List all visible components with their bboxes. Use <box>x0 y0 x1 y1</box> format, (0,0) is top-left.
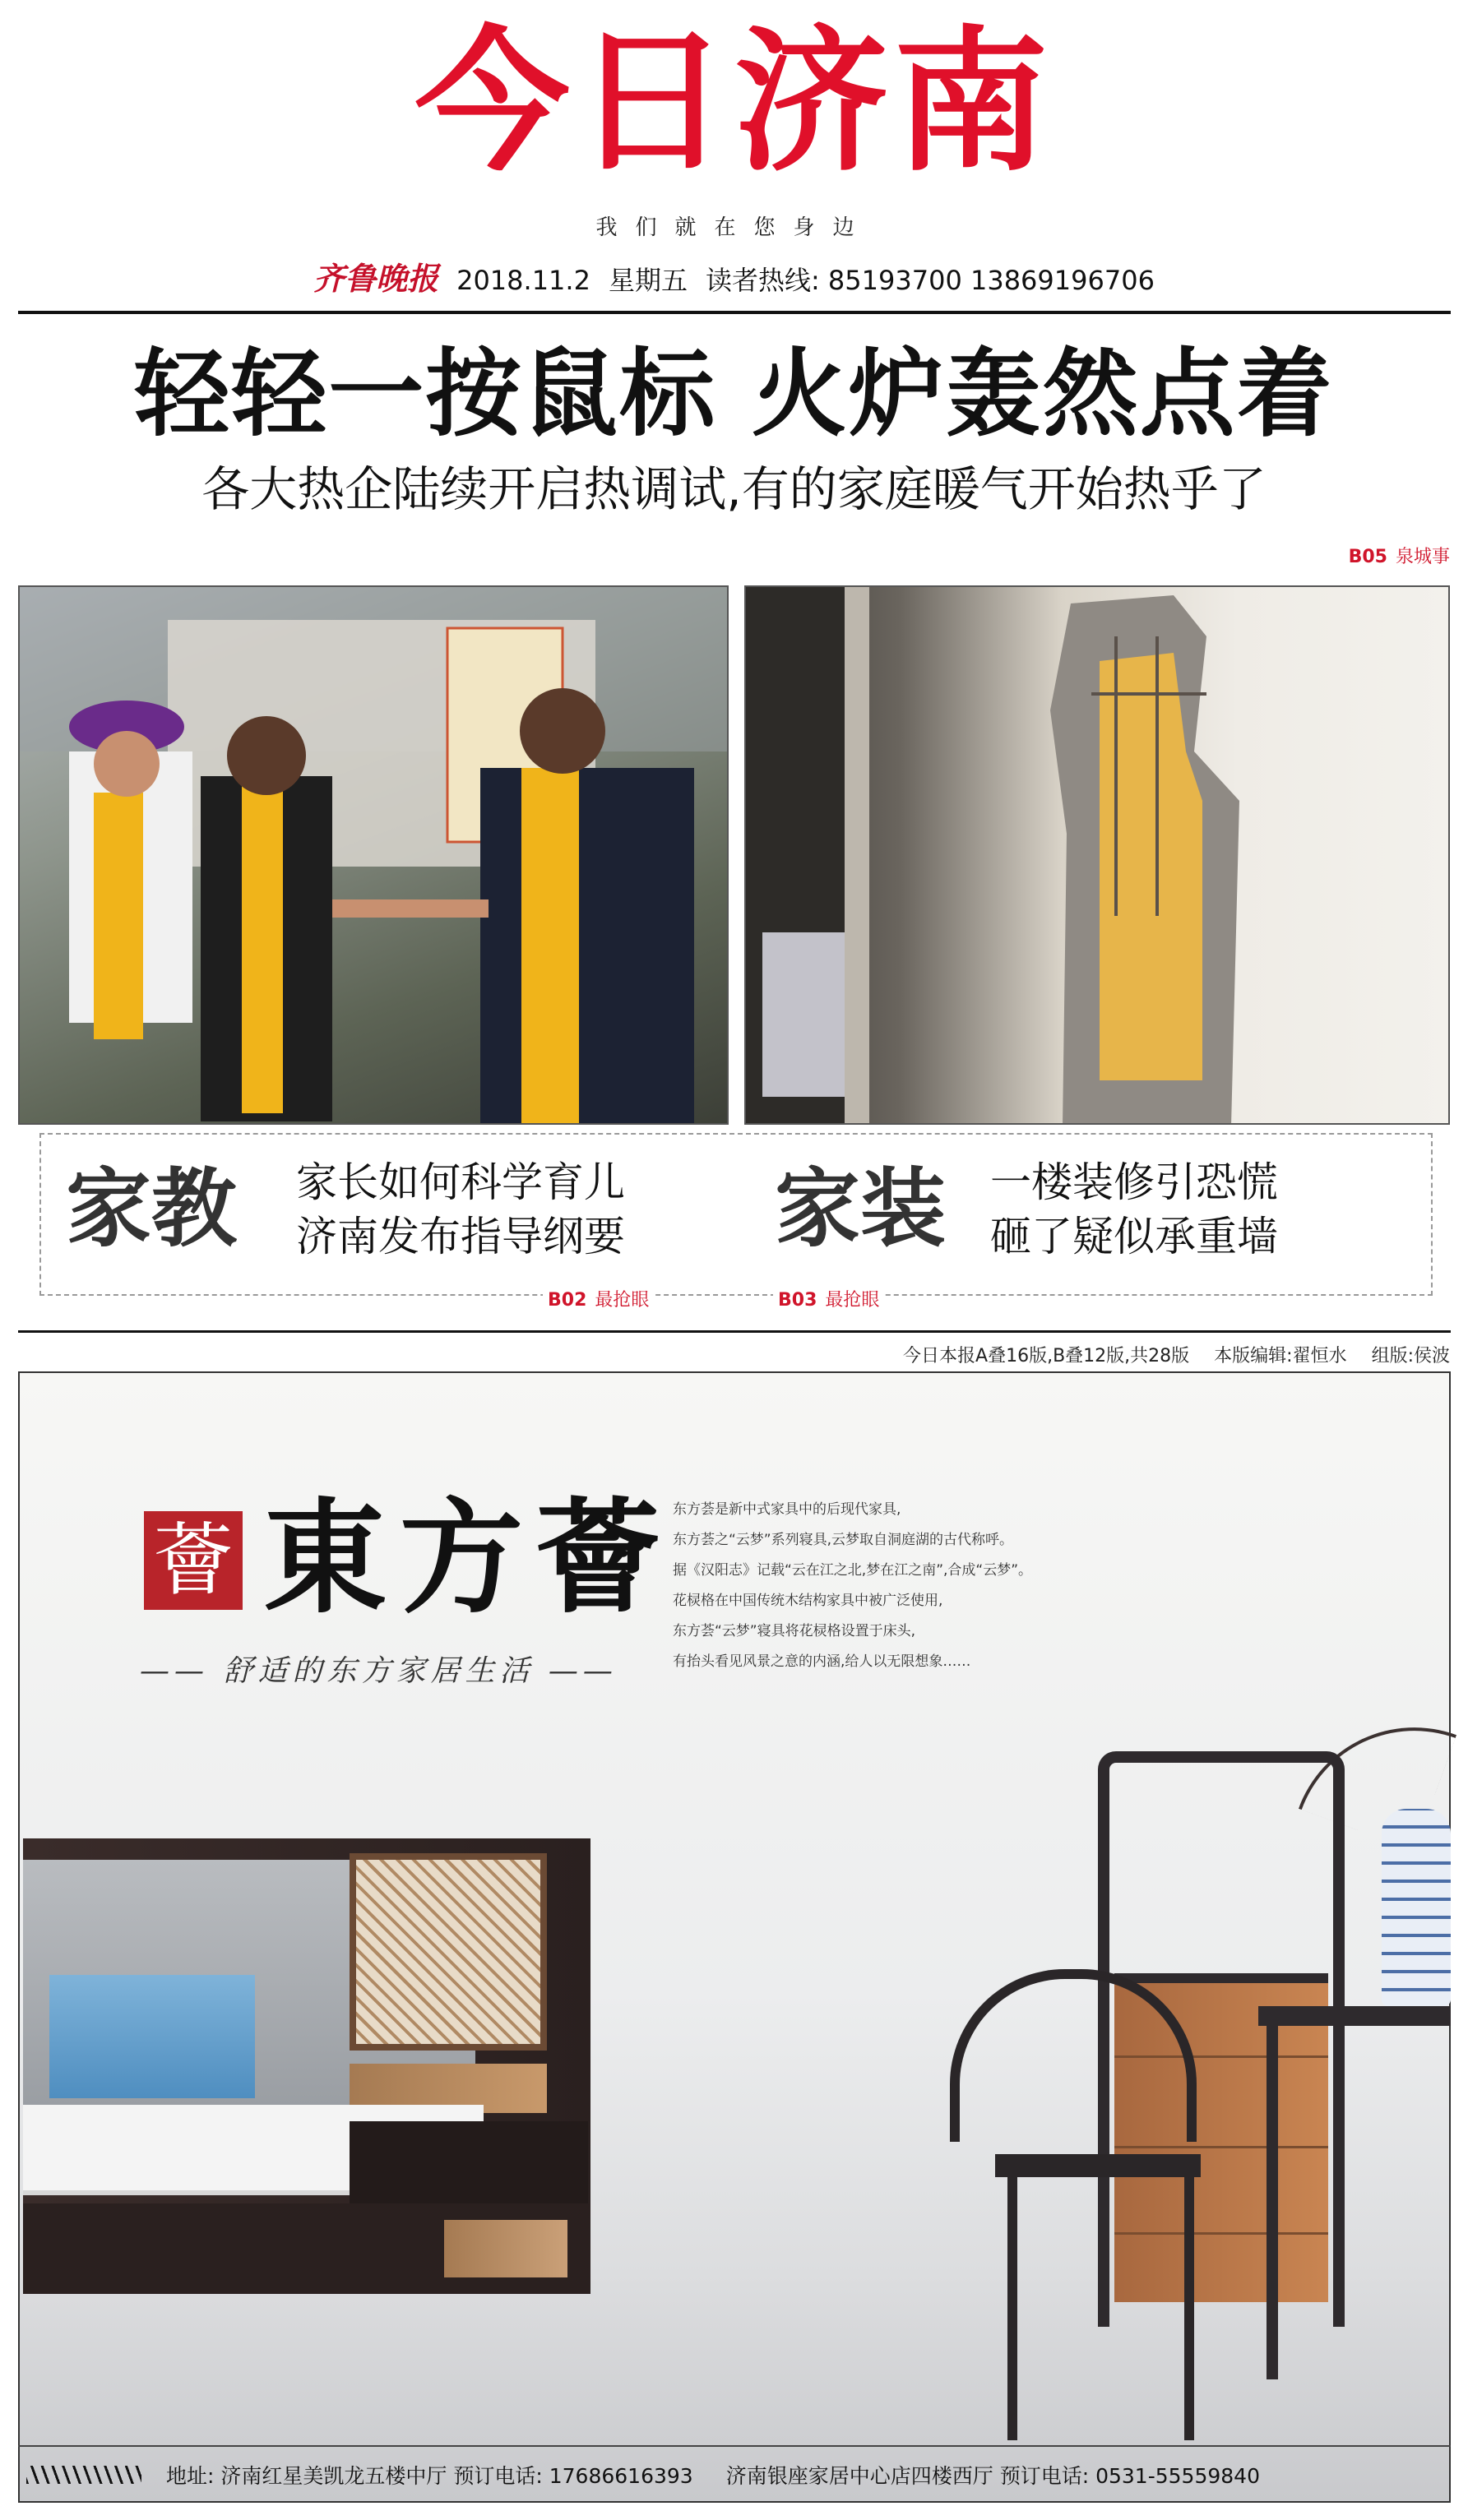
ad-copy-line: 据《汉阳志》记载“云在江之北,梦在江之南”,合成“云梦”。 <box>673 1562 1033 1579</box>
ad-copy <box>673 1495 1248 1677</box>
paper-name: 齐鲁晚报 <box>313 260 439 297</box>
cabinet-drawer-line <box>1114 2146 1328 2148</box>
page-ref-name: 最抢眼 <box>825 1290 880 1311</box>
phone-label: 预订电话: <box>453 2464 543 2488</box>
edition-layout: 组版:侯波 <box>1371 1346 1450 1366</box>
store-2-phone[interactable]: 0531-55559840 <box>1095 2464 1260 2488</box>
desk-leg <box>1267 2026 1278 2379</box>
ad-brand-name: 東方薈 <box>263 1486 674 1630</box>
address-label: 地址: <box>166 2464 215 2488</box>
page-ref-name: 最抢眼 <box>595 1290 650 1311</box>
bed-base-drawer <box>444 2220 567 2277</box>
ad-store-1 <box>166 2460 693 2490</box>
hatch-decoration <box>26 2466 141 2484</box>
page-ref-name: 泉城事 <box>1395 547 1450 567</box>
ad-store-2 <box>726 2460 1260 2490</box>
edition-pages: 今日本报A叠16版,B叠12版,共28版 <box>903 1346 1190 1366</box>
page-ref-b02[interactable] <box>543 1286 654 1311</box>
bed-pillow <box>49 1975 255 2098</box>
ad-slogan: —— 舒适的东方家居生活 —— <box>140 1654 618 1688</box>
photo-ceremony-illustration <box>20 587 729 1125</box>
ad-footer <box>18 2450 1451 2499</box>
store-1-address: 济南红星美凯龙五楼中厅 <box>220 2464 447 2488</box>
page-ref-b05[interactable] <box>1349 543 1450 568</box>
issue-date: 2018.11.2 <box>456 265 590 296</box>
hotline <box>706 260 1155 298</box>
photo-damaged-wall <box>744 585 1450 1125</box>
desk-top <box>1258 2006 1451 2026</box>
page-ref-section: B02 <box>548 1290 587 1311</box>
issue-weekday: 星期五 <box>608 265 688 296</box>
chair-leg <box>1184 2177 1194 2440</box>
phone-label: 预订电话: <box>999 2464 1090 2488</box>
lead-headline[interactable]: 轻轻一按鼠标 火炉轰然点着 <box>134 339 1334 450</box>
chair-leg <box>1007 2177 1017 2440</box>
ad-copy-line: 东方荟之“云梦”系列寝具,云梦取自洞庭湖的古代称呼。 <box>673 1532 1014 1548</box>
store-2-address: 济南银座家居中心店四楼西厅 <box>725 2464 993 2488</box>
lattice-panel <box>350 1853 547 2051</box>
masthead-slogan: 我们就在您身边 <box>595 215 873 240</box>
teaser-2-category[interactable]: 家装 <box>775 1158 947 1259</box>
ad-copy-line: 有抬头看见风景之意的内涵,给人以无限想象…… <box>673 1653 971 1670</box>
cabinet-drawer-line <box>1114 2232 1328 2235</box>
store-1-phone[interactable]: 17686616393 <box>549 2464 693 2488</box>
teaser-2-line-2[interactable]: 砸了疑似承重墙 <box>990 1213 1278 1260</box>
hotline-numbers: 85193700 13869196706 <box>827 265 1155 296</box>
teaser-1-line-2[interactable]: 济南发布指导纲要 <box>296 1213 625 1260</box>
teaser-2-line-1[interactable]: 一楼装修引恐慌 <box>990 1158 1278 1206</box>
page-ref-b03[interactable] <box>773 1286 884 1311</box>
ad-copy-line: 东方荟是新中式家具中的后现代家具, <box>673 1501 901 1518</box>
ad-copy-line: 花棂格在中国传统木结构家具中被广泛使用, <box>673 1593 943 1609</box>
page-ref-section: B05 <box>1348 547 1387 567</box>
photo-ceremony <box>18 585 729 1125</box>
brand-seal-icon: 薈 <box>144 1511 243 1610</box>
chair-seat <box>995 2154 1201 2177</box>
blue-white-vase <box>1382 1809 1451 2006</box>
edition-editor: 本版编辑:翟恒水 <box>1214 1346 1347 1366</box>
teaser-1-line-1[interactable]: 家长如何科学育儿 <box>296 1158 625 1206</box>
lead-subheadline: 各大热企陆续开启热调试,有的家庭暖气开始热乎了 <box>201 461 1267 517</box>
masthead-title: 今日济南 <box>414 12 1054 192</box>
ad-footer-rule <box>18 2445 1451 2447</box>
teaser-1-category[interactable]: 家教 <box>66 1158 238 1259</box>
mid-rule <box>18 1330 1451 1333</box>
photo-damaged-wall-illustration <box>746 587 1450 1125</box>
page-ref-section: B03 <box>778 1290 817 1311</box>
top-rule <box>18 311 1451 314</box>
dateline <box>0 253 1468 298</box>
hotline-label: 读者热线: <box>705 265 820 296</box>
edition-info <box>903 1342 1450 1367</box>
ad-copy-line: 东方荟“云梦”寝具将花棂格设置于床头, <box>673 1623 916 1639</box>
